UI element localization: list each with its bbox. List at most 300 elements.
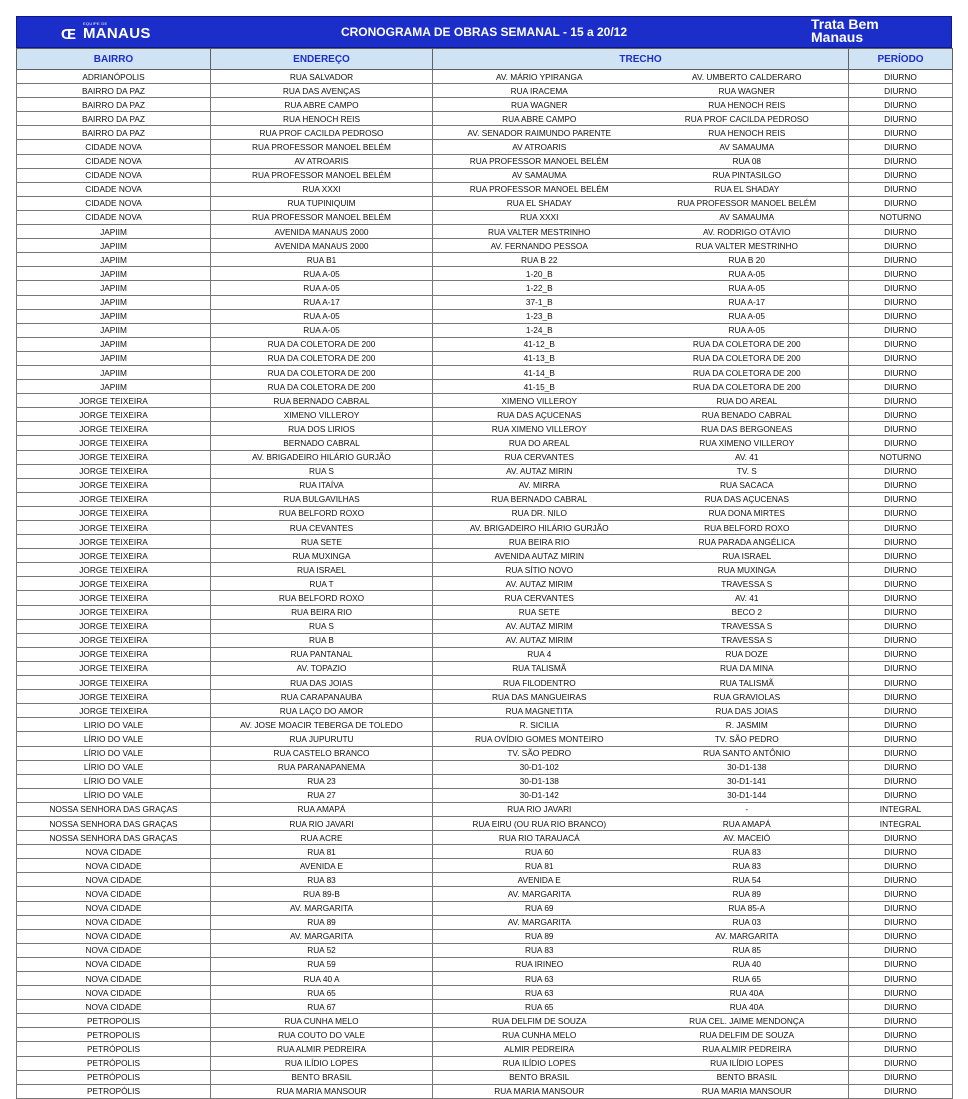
cell-trecho-fim: R. JASMIM [646,718,849,732]
cell-bairro: JAPIIM [17,351,211,365]
cell-trecho-inicio: RUA CERVANTES [433,591,646,605]
cell-bairro: NOVA CIDADE [17,929,211,943]
cell-periodo: DIURNO [849,168,953,182]
cell-endereco: RUA A-05 [211,281,433,295]
cell-bairro: JAPIIM [17,225,211,239]
cell-periodo: DIURNO [849,337,953,351]
table-row [17,182,953,196]
cell-trecho-fim: AV SAMAUMA [646,210,849,224]
cell-periodo: DIURNO [849,492,953,506]
table-row [17,718,953,732]
cell-periodo: DIURNO [849,1070,953,1084]
cell-periodo: DIURNO [849,831,953,845]
table-row [17,98,953,112]
cell-trecho-inicio: RUA 63 [433,972,646,986]
cell-trecho-inicio: RUA DAS MANGUEIRAS [433,690,646,704]
cell-endereco: RUA PROFESSOR MANOEL BELÉM [211,168,433,182]
cell-periodo: DIURNO [849,690,953,704]
cell-trecho-inicio: 41-13_B [433,351,646,365]
cell-periodo: DIURNO [849,535,953,549]
cell-trecho-fim: RUA DA COLETORA DE 200 [646,380,849,394]
logo-right-line2: Manaus [811,29,864,45]
cell-periodo: DIURNO [849,239,953,253]
cell-trecho-inicio: 1-22_B [433,281,646,295]
cell-periodo: DIURNO [849,718,953,732]
cell-trecho-fim: RUA DA COLETORA DE 200 [646,365,849,379]
cell-trecho-fim: AV. MARGARITA [646,929,849,943]
cell-endereco: RUA A-05 [211,309,433,323]
column-header-trecho: TRECHO [433,49,849,70]
cell-periodo: DIURNO [849,422,953,436]
cell-endereco: RUA DOS LIRIOS [211,422,433,436]
cell-bairro: LÍRIO DO VALE [17,760,211,774]
cell-bairro: PETRÓPOLIS [17,1070,211,1084]
cell-periodo: DIURNO [849,957,953,971]
cell-trecho-inicio: RUA 83 [433,943,646,957]
cell-trecho-fim: RUA 40A [646,986,849,1000]
table-row [17,647,953,661]
cell-bairro: JAPIIM [17,309,211,323]
table-row [17,831,953,845]
cell-periodo: DIURNO [849,972,953,986]
table-row [17,1014,953,1028]
cell-trecho-inicio: RUA MAGNETITA [433,704,646,718]
cell-trecho-inicio: AVENIDA E [433,873,646,887]
cell-trecho-fim: - [646,802,849,816]
table-row [17,816,953,830]
cell-trecho-inicio: RUA IRINEO [433,957,646,971]
cell-trecho-inicio: RUA DR. NILO [433,506,646,520]
table-row [17,253,953,267]
cell-periodo: DIURNO [849,70,953,84]
cell-trecho-fim: AV. UMBERTO CALDERARO [646,70,849,84]
cell-trecho-fim: RUA A-17 [646,295,849,309]
column-header-periodo: PERÍODO [849,49,953,70]
cell-endereco: RUA DAS JOIAS [211,676,433,690]
cell-trecho-fim: RUA 08 [646,154,849,168]
cell-endereco: RUA TUPINIQUIM [211,196,433,210]
cell-bairro: JORGE TEIXEIRA [17,464,211,478]
cell-bairro: JAPIIM [17,365,211,379]
cell-endereco: RUA SETE [211,535,433,549]
table-row [17,901,953,915]
cell-trecho-inicio: RUA DELFIM DE SOUZA [433,1014,646,1028]
cell-periodo: DIURNO [849,746,953,760]
cell-endereco: RUA 89-B [211,887,433,901]
cell-periodo: DIURNO [849,943,953,957]
cell-trecho-inicio: AV. SENADOR RAIMUNDO PARENTE [433,126,646,140]
cell-bairro: NOVA CIDADE [17,873,211,887]
cell-trecho-inicio: AV. BRIGADEIRO HILÁRIO GURJÃO [433,521,646,535]
cell-endereco: AV ATROARIS [211,154,433,168]
cell-trecho-inicio: RUA 60 [433,845,646,859]
cell-endereco: RUA 89 [211,915,433,929]
cell-trecho-inicio: RUA BEIRA RIO [433,535,646,549]
cell-bairro: NOSSA SENHORA DAS GRAÇAS [17,816,211,830]
cell-trecho-inicio: AV ATROARIS [433,140,646,154]
table-row [17,535,953,549]
cell-endereco: AVENIDA E [211,859,433,873]
table-row [17,365,953,379]
cell-trecho-inicio: RUA DAS AÇUCENAS [433,408,646,422]
cell-trecho-inicio: 30-D1-142 [433,788,646,802]
cell-bairro: JORGE TEIXEIRA [17,661,211,675]
cell-trecho-inicio: RUA PROFESSOR MANOEL BELÉM [433,154,646,168]
table-row [17,84,953,98]
cell-endereco: BERNADO CABRAL [211,436,433,450]
cell-endereco: RUA S [211,464,433,478]
cell-trecho-fim: RUA PARADA ANGÉLICA [646,535,849,549]
cell-trecho-inicio: RUA ILÍDIO LOPES [433,1056,646,1070]
cell-trecho-inicio: R. SICILIA [433,718,646,732]
cell-trecho-inicio: RUA IRACEMA [433,84,646,98]
table-row [17,168,953,182]
logo-mark-icon: Œ [61,26,76,43]
cell-endereco: RUA AMAPÁ [211,802,433,816]
cell-trecho-fim: RUA 83 [646,845,849,859]
cell-trecho-fim: RUA SACACA [646,478,849,492]
cell-endereco: RUA A-05 [211,323,433,337]
cell-bairro: NOVA CIDADE [17,845,211,859]
cell-bairro: LÍRIO DO VALE [17,746,211,760]
cell-bairro: JORGE TEIXEIRA [17,535,211,549]
table-row [17,1056,953,1070]
cell-periodo: DIURNO [849,380,953,394]
cell-bairro: LÍRIO DO VALE [17,732,211,746]
cell-trecho-inicio: BENTO BRASIL [433,1070,646,1084]
cell-trecho-inicio: AV. AUTAZ MIRIM [433,633,646,647]
cell-endereco: RUA BELFORD ROXO [211,506,433,520]
table-row [17,845,953,859]
cell-periodo: DIURNO [849,1014,953,1028]
cell-periodo: DIURNO [849,661,953,675]
cell-endereco: RUA 27 [211,788,433,802]
cell-endereco: AV. TOPAZIO [211,661,433,675]
cell-periodo: DIURNO [849,774,953,788]
cell-trecho-fim: RUA DOZE [646,647,849,661]
table-row [17,1084,953,1098]
cell-trecho-fim: RUA ILÍDIO LOPES [646,1056,849,1070]
cell-trecho-fim: 30-D1-144 [646,788,849,802]
table-row [17,464,953,478]
cell-bairro: JORGE TEIXEIRA [17,704,211,718]
cell-bairro: PETROPOLIS [17,1028,211,1042]
cell-trecho-fim: BENTO BRASIL [646,1070,849,1084]
cell-endereco: AV. MARGARITA [211,901,433,915]
cell-bairro: NOVA CIDADE [17,972,211,986]
cell-trecho-fim: RUA 89 [646,887,849,901]
cell-endereco: RUA DA COLETORA DE 200 [211,351,433,365]
table-row [17,873,953,887]
cell-trecho-inicio: RUA 4 [433,647,646,661]
cell-periodo: DIURNO [849,196,953,210]
cell-trecho-fim: RUA 03 [646,915,849,929]
table-row [17,915,953,929]
cell-bairro: JAPIIM [17,337,211,351]
cell-endereco: RUA XXXI [211,182,433,196]
cell-trecho-inicio: RUA XXXI [433,210,646,224]
cell-periodo: DIURNO [849,84,953,98]
cell-trecho-inicio: AV. MARGARITA [433,915,646,929]
cell-trecho-fim: AV. 41 [646,450,849,464]
cell-trecho-fim: RUA AMAPÁ [646,816,849,830]
cell-trecho-fim: RUA GRAVIOLAS [646,690,849,704]
cell-trecho-fim: RUA DA COLETORA DE 200 [646,351,849,365]
cell-bairro: PETRÓPOLIS [17,1056,211,1070]
cell-bairro: JAPIIM [17,281,211,295]
cell-trecho-inicio: RUA 81 [433,859,646,873]
cell-trecho-inicio: ALMIR PEDREIRA [433,1042,646,1056]
table-row [17,112,953,126]
cell-trecho-inicio: 1-23_B [433,309,646,323]
table-row [17,323,953,337]
table-row [17,704,953,718]
table-row [17,239,953,253]
cell-endereco: RUA 59 [211,957,433,971]
cell-bairro: CIDADE NOVA [17,154,211,168]
cell-endereco: RUA 40 A [211,972,433,986]
cell-periodo: DIURNO [849,436,953,450]
cell-trecho-fim: AV. MACEIÓ [646,831,849,845]
cell-periodo: DIURNO [849,647,953,661]
cell-endereco: RUA 67 [211,1000,433,1014]
cell-bairro: JAPIIM [17,267,211,281]
cell-endereco: RUA PARANAPANEMA [211,760,433,774]
cell-trecho-fim: RUA VALTER MESTRINHO [646,239,849,253]
logo-text: MANAUS [83,25,151,42]
table-row [17,957,953,971]
cell-periodo: DIURNO [849,365,953,379]
cell-trecho-inicio: AV. MARGARITA [433,887,646,901]
table-row [17,70,953,84]
table-row [17,210,953,224]
cell-periodo: DIURNO [849,845,953,859]
cell-trecho-inicio: AV. MÁRIO YPIRANGA [433,70,646,84]
cell-periodo: INTEGRAL [849,816,953,830]
cell-bairro: JORGE TEIXEIRA [17,521,211,535]
cell-trecho-inicio: RUA CUNHA MELO [433,1028,646,1042]
cell-endereco: RUA CASTELO BRANCO [211,746,433,760]
schedule-sheet [16,16,952,1099]
cell-trecho-inicio: RUA OVÍDIO GOMES MONTEIRO [433,732,646,746]
cell-trecho-fim: BECO 2 [646,605,849,619]
cell-trecho-inicio: RUA TALISMÃ [433,661,646,675]
table-row [17,986,953,1000]
table-row [17,591,953,605]
cell-trecho-fim: RUA PROFESSOR MANOEL BELÉM [646,196,849,210]
cell-bairro: BAIRRO DA PAZ [17,84,211,98]
cell-trecho-inicio: AVENIDA AUTAZ MIRIN [433,549,646,563]
cell-endereco: RUA 65 [211,986,433,1000]
cell-trecho-fim: AV. 41 [646,591,849,605]
table-row [17,408,953,422]
cell-periodo: DIURNO [849,506,953,520]
cell-trecho-inicio: RUA RIO JAVARI [433,802,646,816]
cell-endereco: AV. JOSE MOACIR TEBERGA DE TOLEDO [211,718,433,732]
cell-trecho-fim: RUA TALISMÃ [646,676,849,690]
cell-bairro: JORGE TEIXEIRA [17,591,211,605]
cell-periodo: NOTURNO [849,210,953,224]
table-row [17,394,953,408]
table-row [17,478,953,492]
cell-endereco: RUA 81 [211,845,433,859]
cell-endereco: RUA ABRE CAMPO [211,98,433,112]
cell-endereco: RUA DAS AVENÇAS [211,84,433,98]
cell-trecho-inicio: 41-12_B [433,337,646,351]
cell-trecho-fim: RUA DELFIM DE SOUZA [646,1028,849,1042]
cell-bairro: NOSSA SENHORA DAS GRAÇAS [17,831,211,845]
cell-periodo: DIURNO [849,549,953,563]
cell-periodo: DIURNO [849,521,953,535]
cell-bairro: PETRÓPOLIS [17,1042,211,1056]
cell-trecho-fim: RUA BENADO CABRAL [646,408,849,422]
cell-periodo: DIURNO [849,563,953,577]
cell-trecho-inicio: RUA SETE [433,605,646,619]
table-row [17,380,953,394]
cell-trecho-fim: RUA MUXINGA [646,563,849,577]
column-header-bairro: BAIRRO [17,49,211,70]
table-row [17,1028,953,1042]
cell-endereco: AVENIDA MANAUS 2000 [211,225,433,239]
cell-endereco: RUA ITAÍVA [211,478,433,492]
table-row [17,140,953,154]
cell-periodo: DIURNO [849,323,953,337]
table-row [17,154,953,168]
cell-periodo: DIURNO [849,605,953,619]
cell-bairro: LÍRIO DO VALE [17,788,211,802]
works-table [16,48,953,1099]
table-row [17,633,953,647]
cell-endereco: RUA PROF CACILDA PEDROSO [211,126,433,140]
cell-periodo: DIURNO [849,1056,953,1070]
table-row [17,802,953,816]
cell-periodo: DIURNO [849,182,953,196]
cell-trecho-fim: TRAVESSA S [646,619,849,633]
cell-periodo: DIURNO [849,704,953,718]
table-row [17,605,953,619]
cell-endereco: RUA PROFESSOR MANOEL BELÉM [211,140,433,154]
cell-bairro: NOVA CIDADE [17,901,211,915]
cell-periodo: DIURNO [849,873,953,887]
cell-bairro: NOVA CIDADE [17,957,211,971]
cell-periodo: DIURNO [849,281,953,295]
cell-endereco: RUA SALVADOR [211,70,433,84]
cell-bairro: JORGE TEIXEIRA [17,633,211,647]
cell-bairro: CIDADE NOVA [17,210,211,224]
cell-endereco: RUA A-17 [211,295,433,309]
cell-periodo: DIURNO [849,986,953,1000]
cell-trecho-fim: RUA PINTASILGO [646,168,849,182]
cell-trecho-inicio: RUA SÍTIO NOVO [433,563,646,577]
cell-bairro: PETROPOLIS [17,1014,211,1028]
cell-endereco: RUA 52 [211,943,433,957]
cell-bairro: JORGE TEIXEIRA [17,436,211,450]
cell-bairro: NOVA CIDADE [17,915,211,929]
table-row [17,1000,953,1014]
cell-periodo: DIURNO [849,929,953,943]
cell-bairro: NOVA CIDADE [17,1000,211,1014]
cell-bairro: JORGE TEIXEIRA [17,450,211,464]
table-row [17,690,953,704]
cell-trecho-fim: 30-D1-138 [646,760,849,774]
cell-trecho-fim: RUA SANTO ANTÔNIO [646,746,849,760]
cell-trecho-fim: RUA DA MINA [646,661,849,675]
cell-endereco: RUA LAÇO DO AMOR [211,704,433,718]
cell-endereco: RUA BERNADO CABRAL [211,394,433,408]
cell-periodo: DIURNO [849,154,953,168]
cell-periodo: DIURNO [849,1042,953,1056]
cell-bairro: BAIRRO DA PAZ [17,112,211,126]
cell-endereco: RUA ILÍDIO LOPES [211,1056,433,1070]
cell-bairro: JORGE TEIXEIRA [17,408,211,422]
cell-trecho-fim: RUA 40 [646,957,849,971]
cell-trecho-fim: RUA ALMIR PEDREIRA [646,1042,849,1056]
table-row [17,859,953,873]
cell-bairro: NOVA CIDADE [17,859,211,873]
cell-trecho-inicio: RUA WAGNER [433,98,646,112]
table-row [17,492,953,506]
logo-right-line1: Trata Bem [811,16,879,32]
cell-endereco: RUA PANTANAL [211,647,433,661]
table-row [17,760,953,774]
cell-endereco: RUA CUNHA MELO [211,1014,433,1028]
table-row [17,436,953,450]
cell-periodo: DIURNO [849,112,953,126]
cell-trecho-fim: AV SAMAUMA [646,140,849,154]
cell-trecho-inicio: RUA VALTER MESTRINHO [433,225,646,239]
cell-endereco: RUA DA COLETORA DE 200 [211,337,433,351]
table-row [17,196,953,210]
cell-trecho-inicio: RUA PROFESSOR MANOEL BELÉM [433,182,646,196]
cell-bairro: CIDADE NOVA [17,140,211,154]
table-row [17,225,953,239]
table-row [17,351,953,365]
cell-bairro: JAPIIM [17,239,211,253]
cell-periodo: DIURNO [849,619,953,633]
cell-bairro: JAPIIM [17,253,211,267]
cell-endereco: RUA MUXINGA [211,549,433,563]
cell-trecho-fim: RUA DONA MIRTES [646,506,849,520]
cell-trecho-inicio: RUA BERNADO CABRAL [433,492,646,506]
cell-trecho-inicio: 41-15_B [433,380,646,394]
cell-periodo: DIURNO [849,577,953,591]
cell-bairro: LÍRIO DO VALE [17,774,211,788]
cell-endereco: RUA ACRE [211,831,433,845]
cell-trecho-fim: TV. S [646,464,849,478]
cell-trecho-fim: RUA HENOCH REIS [646,126,849,140]
cell-endereco: RUA HENOCH REIS [211,112,433,126]
table-row [17,563,953,577]
table-header-row [17,49,953,70]
cell-bairro: JORGE TEIXEIRA [17,690,211,704]
cell-bairro: CIDADE NOVA [17,196,211,210]
table-row [17,267,953,281]
cell-trecho-inicio: TV. SÃO PEDRO [433,746,646,760]
cell-periodo: DIURNO [849,267,953,281]
table-row [17,281,953,295]
cell-periodo: DIURNO [849,676,953,690]
table-body [17,70,953,1099]
cell-trecho-inicio: AV. MIRRA [433,478,646,492]
cell-trecho-fim: RUA 40A [646,1000,849,1014]
cell-endereco: BENTO BRASIL [211,1070,433,1084]
cell-endereco: RUA JUPURUTU [211,732,433,746]
cell-trecho-fim: RUA MARIA MANSOUR [646,1084,849,1098]
trata-bem-manaus-logo [811,18,879,44]
cell-periodo: DIURNO [849,309,953,323]
table-row [17,506,953,520]
cell-bairro: ADRIANÓPOLIS [17,70,211,84]
